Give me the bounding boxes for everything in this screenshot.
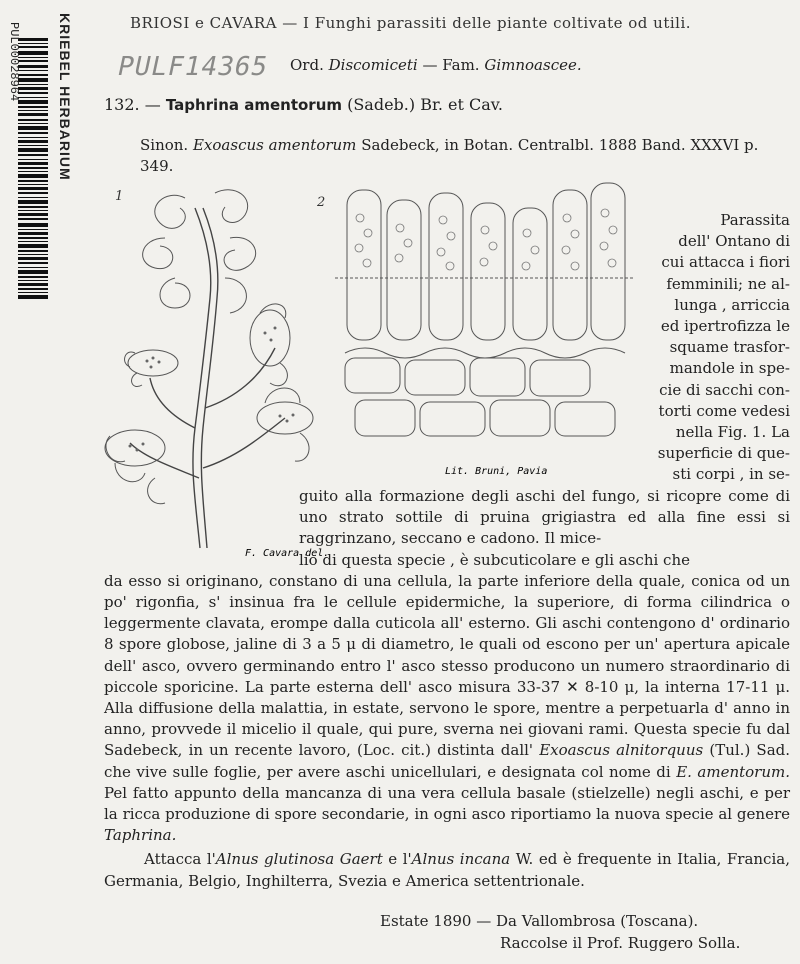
herbarium-label: KRIEBEL HERBARIUM [57,13,73,181]
side-line: nella Fig. 1. La [675,423,790,442]
family-name: Gimnoascee. [484,56,582,74]
host-text-c: e l' [388,850,412,869]
order-name: Discomiceti [328,56,418,74]
barcode-bars [16,34,52,324]
side-line: sti corpi , in se- [672,465,790,484]
figure-2-asci-section [317,178,635,478]
host-text-e: W. ed è frequente in Italia, Francia, Germania, Belgio, Inghilterra, Svezia e America settentrionale. [104,850,790,890]
side-column-text [655,210,790,486]
body-host-paragraph [104,849,790,891]
body-taxon-1: Exoascus alnitorquus [539,741,704,760]
side-line: cui attacca i fiori [661,253,790,272]
fig1-number: 1 [115,189,124,204]
page-header: BRIOSI e CAVARA — I Funghi parassiti delle piante coltivate od utili. [130,14,692,32]
artist-signature: F. Cavara del. [245,548,330,559]
side-line: ed ipertrofizza le [660,317,790,336]
asci-illustration [317,178,635,478]
collection-date-place: Estate 1890 — Da Vallombrosa (Toscana). [380,912,699,930]
collector: Raccolse il Prof. Ruggero Solla. [500,934,741,952]
side-line: Parassita [720,211,790,229]
barcode [16,34,52,324]
synonym-citation: Sadebeck, in Botan. Centralbl. 1888 Band. XXXVI p. 349. [140,136,759,175]
family-sep: — Fam. [422,56,480,74]
side-line: superficie di que- [657,444,790,463]
barcode-number: PUL00028964 [7,22,21,102]
body-lead-paragraph [104,486,790,846]
description-body [104,486,790,892]
indent-line: lio di questa specie , è subcuticolare e gli aschi che [299,550,690,569]
side-line: squame trasfor- [669,338,790,357]
host-taxon-1: Alnus glutinosa Gaert [215,850,383,869]
body-genus: Taphrina. [104,826,177,845]
side-line: mandole in spe- [669,359,790,378]
side-line: dell' Ontano di [678,232,790,251]
body-text-c: (Tul.) Sad. che vive sulle foglie, per avere aschi unicellulari, e designata col nome di [104,741,791,781]
synonym-name: Exoascus amentorum [192,136,357,154]
lead-text: guito alla formazione degli aschi del fungo, si ricopre come di uno strato sottile di pruina grigiastra ed alla fine essi si raggrinzano, seccano e cadono. Il mice- [299,487,790,548]
species-number: 132. — [104,95,161,114]
side-line: lunga , arriccia [674,295,790,314]
synonym-line [140,135,790,177]
side-line: femminili; ne al- [666,274,790,293]
lithographer-signature: Lit. Bruni, Pavia [445,466,548,477]
species-name: Taphrina amentorum [165,96,342,114]
handwritten-catalog-id: PULF14365 [114,52,272,82]
body-taxon-2: E. amentorum. [676,762,790,781]
fig2-number: 2 [317,195,326,210]
synonym-label: Sinon. [140,136,189,154]
host-taxon-2: Alnus incana [411,850,511,869]
order-family-line [290,56,582,74]
host-text-a: Attacca l' [144,850,216,869]
order-prefix: Ord. [290,56,324,74]
species-heading [104,95,503,114]
side-line: cie di sacchi con- [659,380,790,399]
side-line: torti come vedesi [658,401,790,420]
body-text-e: Pel fatto appunto della mancanza di una vera cellula basale (stielzelle) negli aschi, e per la ricca produzione di spore secondarie, in ogni asco riportiamo la nuova specie al genere [104,783,790,824]
species-author: (Sadeb.) Br. et Cav. [347,95,504,114]
body-text-a: da esso si originano, constano di una cellula, la parte inferiore della quale, conica od un po' rigonfia, s' insinua fra le cellule epidermiche, la superiore, di forma cilindrica o leggermente clavata, erompe dalla cuticola all' esterno. Gli aschi contengono d' ordinario 8 spore globose, jaline di 3 a 5 μ di diametro, le quali od escono per un' apertura apicale dell' asco, ovvero germinando entro l' asco stesso producono un numero straordinario di piccole sporicine. La parte esterna dell' asco misura 33-37 ✕ 8-10 μ, la interna 17-11 μ. Alla diffusione della malattia, in estate, servono le spore, mentre a perpetuarla d' anno in anno, provvede il micelio il quale, qui pure, sverna nei giovani rami. Questa specie fu dal Sadebeck, in un recente lavoro, (Loc. cit.) distinta dall' [104,571,790,760]
